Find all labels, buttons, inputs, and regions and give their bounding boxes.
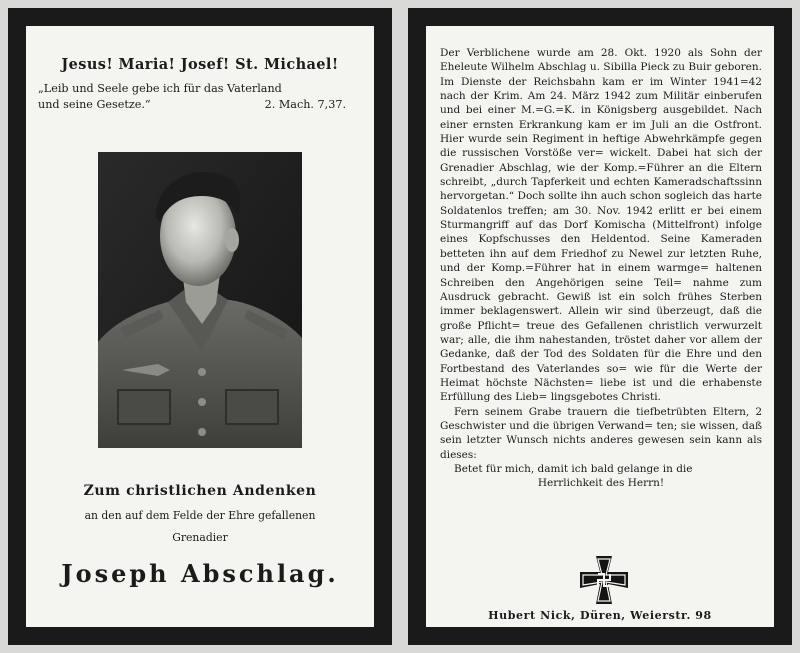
memorial-card-left (8, 8, 392, 645)
scripture-verse (38, 81, 364, 112)
verse-line-1: „Leib und Seele gebe ich für das Vaterland (38, 82, 282, 95)
biography-text (440, 46, 762, 491)
memorial-subtitle: an den auf dem Felde der Ehre gefallenen (84, 509, 316, 522)
memorial-heading: Zum christlichen Andenken (83, 483, 317, 499)
portrait-photo (98, 152, 302, 448)
iron-cross-icon (578, 554, 630, 606)
left-card-panel (26, 26, 374, 627)
mourning-paragraph: Fern seinem Grabe trauern die tiefbetrübten Eltern, 2 Geschwister und die übrigen Verwand= ten; sie wissen, daß sein letzter Wunsch nichts anderes gewesen sein kann als dieses: (440, 405, 762, 461)
printer-imprint: Hubert Nick, Düren, Weierstr. 98 (488, 609, 712, 622)
rank-label: Grenadier (172, 531, 228, 544)
prayer-line-1: Betet für mich, damit ich bald gelange in die (454, 462, 693, 475)
biography-paragraph: Der Verblichene wurde am 28. Okt. 1920 als Sohn der Eheleute Wilhelm Abschlag u. Sibilla Pieck zu Buir geboren. Im Dienste der Reichsbahn kam er im Winter 1941=42 nach der Krim. Am 24. März 1942 zum Militär einberufen und bei einer M.=G.=K. in Königsberg ausgebildet. Nach einer ernsten Erkrankung kam er im Juli an die Ostfront. Hier wurde sein Regiment in heftige Abwehrkämpfe gegen die russischen Vorstöße ver= wickelt. Dabei hat sich der Grenadier Abschlag, wie der Komp.=Führer an die Eltern schreibt, „durch Tapferkeit und echten Kameradschaftssinn hervorgetan.“ Doch sollte ihn auch schon sogleich das harte Soldatenlos treffen; am 30. Nov. 1942 erlitt er bei einem Sturmangriff auf das Dorf Komischa (Mittelfront) infolge eines Kopfschusses den Heldentod. Seine Kameraden betteten ihn auf dem Friedhof zu Newel zur letzten Ruhe, und der Komp.=Führer hat in einem warmge= haltenen Schreiben den Angehörigen seine Teil= nahme zum Ausdruck gebracht. Gewiß ist ein solch frühes Sterben immer beklagenswert. Allein wir sind überzeugt, daß die große Pflicht= treue des Gefallenen christlich verwurzelt war; alle, die ihm nahestanden, tröstet daher vor allem der Gedanke, daß der Tod des Soldaten für die Ehre und den Fortbestand des Vaterlandes so= wie für die Werte der Heimat höchste Nächsten= liebe ist und die erhabenste Erfüllung des Lieb= lingsgebotes Christi. (440, 47, 762, 404)
prayer-line-2: Herrlichkeit des Herrn! (537, 477, 665, 490)
right-card-panel (426, 26, 774, 627)
memorial-card-right (408, 8, 792, 645)
invocation-heading: Jesus! Maria! Josef! St. Michael! (61, 56, 339, 73)
verse-line-2: und seine Gesetze.“ (38, 97, 151, 111)
verse-reference: 2. Mach. 7,37. (264, 97, 346, 111)
deceased-name: Joseph Abschlag. (61, 559, 339, 588)
